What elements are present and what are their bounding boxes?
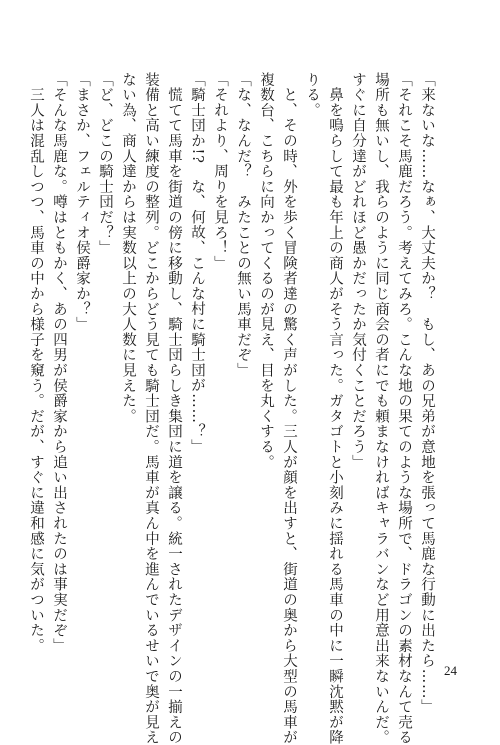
text-line: 「それより、周りを見ろ！」 xyxy=(212,72,228,271)
vertical-text-body xyxy=(28,72,438,745)
text-line: 装備と高い練度の整列。どこからどう見ても騎士団だ。馬車が真ん中を進んでいるせいで奥が見え xyxy=(143,72,159,745)
text-line: 「騎士団か!? な、何故、こんな村に騎士団が……？」 xyxy=(189,72,205,455)
text-line: りる。 xyxy=(304,72,320,118)
text-line: 「そんな馬鹿な。噂はともかく、あの四男が侯爵家から追い出されたのは事実だぞ」 xyxy=(51,72,67,654)
text-line: 「ど、どこの騎士団だ？」 xyxy=(97,72,113,256)
text-line: 複数台、こちらに向かってくるのが見え、目を丸くする。 xyxy=(258,72,274,470)
text-line: と、その時、外を歩く冒険者達の驚く声がした。三人が顔を出すと、街道の奥から大型の馬車が xyxy=(281,72,297,745)
text-line: 「まさか、フェルティオ侯爵家か？」 xyxy=(74,72,90,333)
text-line: 鼻を鳴らして最も年上の商人がそう言った。ガタゴトと小刻みに揺れる馬車の中に一瞬沈黙が降 xyxy=(327,72,343,745)
text-line: 「来ないな……なぁ、大丈夫か？ もし、あの兄弟が意地を張って馬鹿な行動に出たら……」 xyxy=(419,72,435,715)
text-line: 「な、なんだ？ みたことの無い馬車だぞ」 xyxy=(235,72,251,378)
text-line: 慌てて馬車を街道の傍に移動し、騎士団らしき集団に道を譲る。統一されたデザインの一揃えの xyxy=(166,72,182,745)
text-line: 三人は混乱しつつ、馬車の中から様子を窺う。だが、すぐに違和感に気がついた。 xyxy=(28,72,44,654)
text-line: 場所も無いし、我らのように同じ商会の者にでも頼まなければキャラバンなど用意出来ないんだ。 xyxy=(373,72,389,745)
text-line: ない為、商人達からは実数以上の大人数に見えた。 xyxy=(120,72,136,424)
text-line: すぐに自分達がどれほど愚かだったか気付くことだろう」 xyxy=(350,72,366,470)
page-number: 24 xyxy=(444,663,457,678)
text-line: 「それこそ馬鹿だろう。考えてみろ。こんな地の果てのような場所で、ドラゴンの素材なんて売る xyxy=(396,72,412,745)
